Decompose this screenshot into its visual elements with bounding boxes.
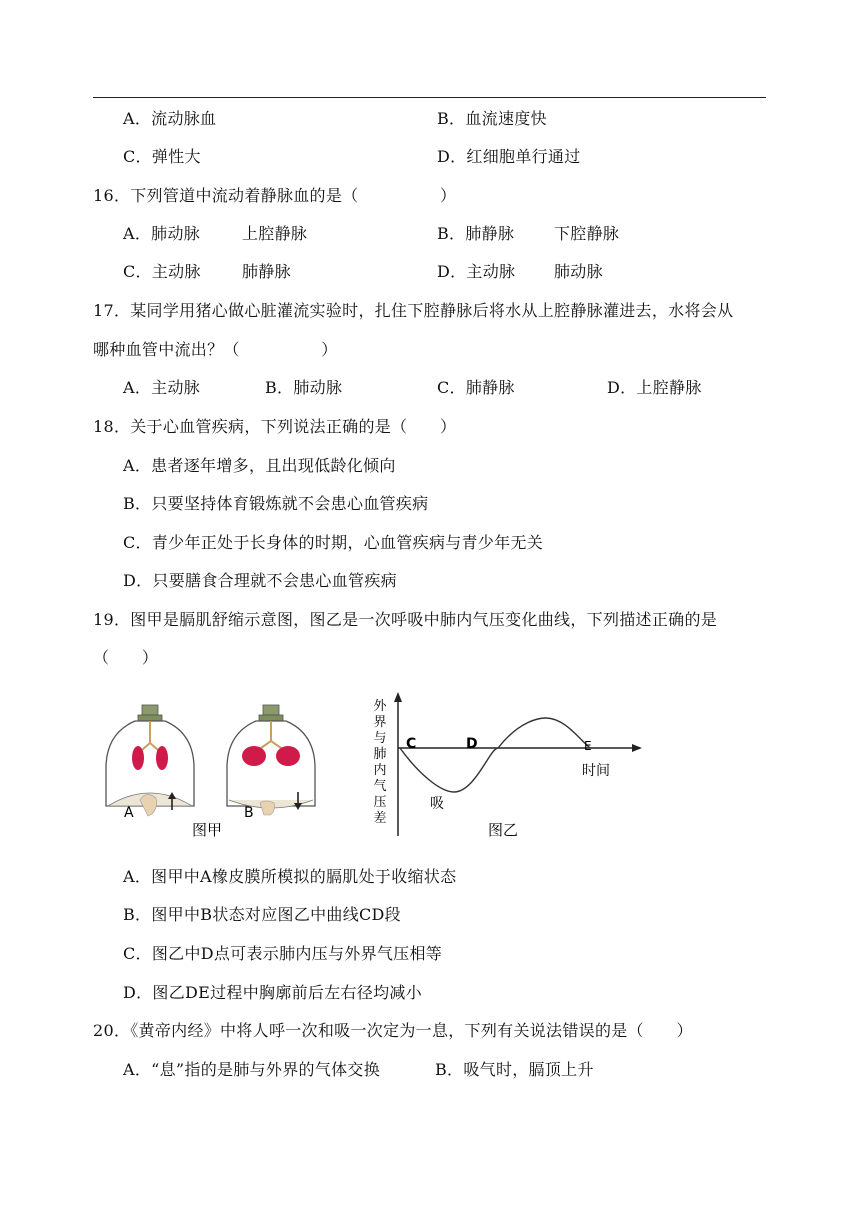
bell-jar-a-illustration bbox=[106, 705, 194, 816]
x-axis-arrow bbox=[632, 744, 642, 752]
q17-option-a: A．主动脉 bbox=[123, 378, 201, 397]
q19-option-a: A．图甲中A橡皮膜所模拟的膈肌处于收缩状态 bbox=[123, 867, 457, 886]
caption-right: 图乙 bbox=[488, 821, 519, 839]
q16-option-a-second: 上腔静脉 bbox=[242, 224, 308, 243]
q19-stem-line1: 19．图甲是膈肌舒缩示意图，图乙是一次呼吸中肺内气压变化曲线，下列描述正确的是 bbox=[93, 610, 718, 629]
q17-stem-line1: 17．某同学用猪心做心脏灌流实验时，扎住下腔静脉后将水从上腔静脉灌进去，水将会从 bbox=[93, 301, 734, 320]
q18-option-d: D．只要膳食合理就不会患心血管疾病 bbox=[123, 571, 397, 590]
q20-option-b: B．吸气时，膈顶上升 bbox=[435, 1060, 594, 1079]
q17-option-b: B．肺动脉 bbox=[265, 378, 343, 397]
lung-right-b bbox=[276, 746, 300, 766]
q18-option-b: B．只要坚持体育锻炼就不会患心血管疾病 bbox=[123, 494, 429, 513]
lung-left-b bbox=[242, 746, 266, 766]
q17-option-c: C．肺静脉 bbox=[437, 378, 515, 397]
y-axis-label bbox=[373, 699, 387, 826]
q16-option-b-second: 下腔静脉 bbox=[554, 224, 620, 243]
q15-option-a: A．流动脉血 bbox=[123, 109, 217, 128]
lung-left-a bbox=[132, 746, 144, 770]
label-b: B bbox=[244, 805, 254, 821]
q18-stem: 18．关于心血管疾病，下列说法正确的是（ ） bbox=[93, 417, 457, 436]
label-a: A bbox=[124, 805, 134, 821]
q18-option-c: C．青少年正处于长身体的时期，心血管疾病与青少年无关 bbox=[123, 533, 544, 552]
point-d-label: D bbox=[466, 736, 478, 752]
pressure-curve bbox=[400, 718, 590, 792]
q16-option-c: C．主动脉 bbox=[123, 262, 201, 281]
inhale-label: 吸 bbox=[430, 796, 444, 812]
caption-left: 图甲 bbox=[192, 821, 223, 839]
y-axis-arrow bbox=[394, 692, 402, 702]
q15-option-c: C．弹性大 bbox=[123, 147, 201, 166]
q19-stem-line2: （ ） bbox=[93, 648, 159, 667]
x-axis-label: 时间 bbox=[582, 763, 610, 779]
bell-jar-b-illustration bbox=[227, 705, 315, 815]
q16-option-a: A．肺动脉 bbox=[123, 224, 201, 243]
q16-option-d-second: 肺动脉 bbox=[554, 262, 603, 281]
point-e-label: E bbox=[584, 739, 592, 753]
q20-stem: 20．《黄帝内经》中将人呼一次和吸一次定为一息，下列有关说法错误的是（ ） bbox=[93, 1021, 693, 1040]
q19-option-b: B．图甲中B状态对应图乙中曲线CD段 bbox=[123, 905, 401, 924]
q16-option-d: D．主动脉 bbox=[437, 262, 516, 281]
q16-stem: 16．下列管道中流动着静脉血的是（ ） bbox=[93, 186, 457, 205]
q17-stem-line2: 哪种血管中流出？（ ） bbox=[93, 340, 338, 359]
q15-option-d: D．红细胞单行通过 bbox=[437, 147, 581, 166]
q15-option-b: B．血流速度快 bbox=[437, 109, 547, 128]
header-rule bbox=[93, 97, 766, 98]
q19-option-d: D．图乙DE过程中胸廓前后左右径均减小 bbox=[123, 983, 423, 1002]
q19-option-c: C．图乙中D点可表示肺内压与外界气压相等 bbox=[123, 944, 443, 963]
q20-option-a: A．“息”指的是肺与外界的气体交换 bbox=[123, 1060, 381, 1079]
point-c-label: C bbox=[406, 736, 417, 752]
q16-option-c-second: 肺静脉 bbox=[242, 262, 291, 281]
q18-option-a: A．患者逐年增多，且出现低龄化倾向 bbox=[123, 456, 396, 475]
q19-figure bbox=[100, 688, 660, 848]
q16-option-b: B．肺静脉 bbox=[437, 224, 515, 243]
lung-right-a bbox=[156, 746, 168, 770]
y-axis-label-text: 外界与肺内气压差 bbox=[373, 699, 387, 826]
q17-option-d: D．上腔静脉 bbox=[607, 378, 702, 397]
